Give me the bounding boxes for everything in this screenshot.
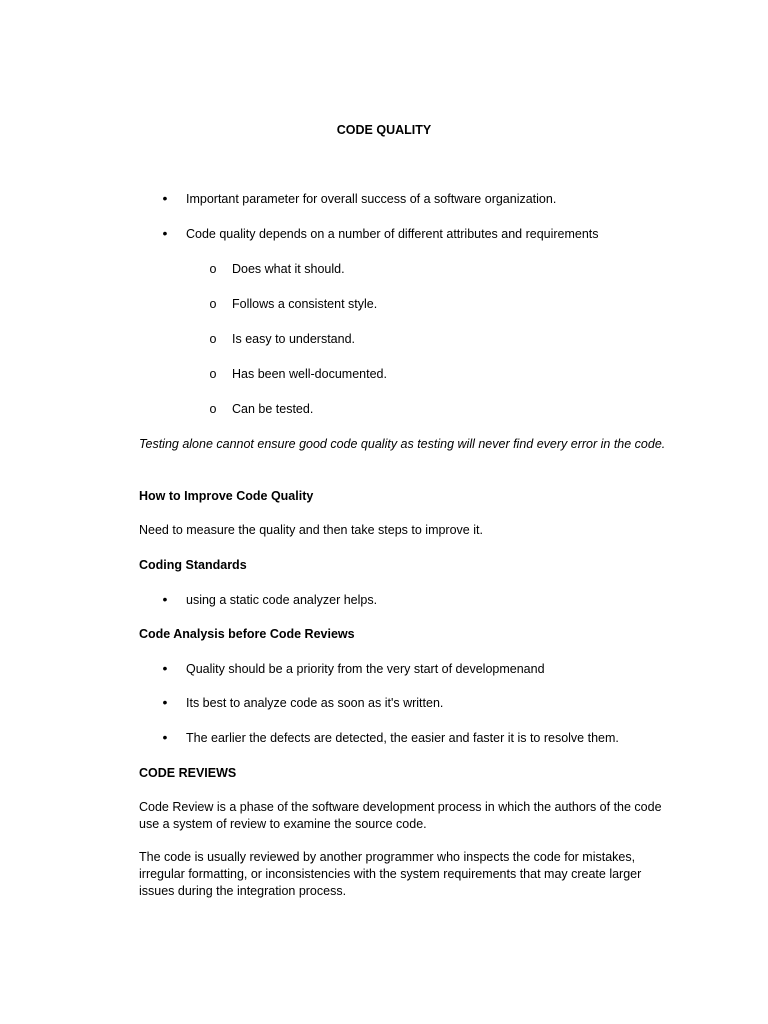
bullet-icon: •: [162, 729, 168, 745]
analysis-heading: Code Analysis before Code Reviews: [139, 627, 355, 641]
bullet-icon: •: [162, 190, 168, 206]
page-title: CODE QUALITY: [336, 123, 432, 137]
bullet-item: Important parameter for overall success of a software organization.: [186, 192, 557, 206]
bullet-icon: •: [162, 591, 168, 607]
sub-bullet-icon: o: [209, 297, 217, 311]
reviews-paragraph: Code Review is a phase of the software development process in which the authors of the code use a system of review to examine the source code.: [139, 800, 662, 831]
bullet-icon: •: [162, 660, 168, 676]
bullet-icon: •: [162, 694, 168, 710]
standards-heading: Coding Standards: [139, 558, 247, 572]
bullet-item: Code quality depends on a number of different attributes and requirements: [186, 227, 599, 241]
sub-bullet-icon: o: [209, 332, 217, 346]
sub-bullet-icon: o: [209, 402, 217, 416]
sub-bullet-item: Follows a consistent style.: [232, 297, 378, 311]
reviews-heading: CODE REVIEWS: [139, 766, 237, 780]
bullet-icon: •: [162, 225, 168, 241]
sub-bullet-icon: o: [209, 367, 217, 381]
reviews-paragraph: The code is usually reviewed by another programmer who inspects the code for mistakes, irregular formatting, or inconsistencies with the system requirements that may create larger issues during the integration process.: [139, 850, 642, 898]
sub-bullet-item: Has been well-documented.: [232, 367, 387, 381]
sub-bullet-item: Does what it should.: [232, 262, 345, 276]
bullet-item: The earlier the defects are detected, the easier and faster it is to resolve them.: [186, 731, 619, 745]
bullet-item: using a static code analyzer helps.: [186, 593, 378, 607]
sub-bullet-item: Can be tested.: [232, 402, 314, 416]
improve-heading: How to Improve Code Quality: [139, 489, 314, 503]
sub-bullet-item: Is easy to understand.: [232, 332, 355, 346]
improve-text: Need to measure the quality and then take steps to improve it.: [139, 523, 483, 537]
sub-bullet-icon: o: [209, 262, 217, 276]
bullet-item: Its best to analyze code as soon as it's written.: [186, 696, 444, 710]
bullet-item: Quality should be a priority from the very start of developmenand: [186, 662, 545, 676]
testing-note: Testing alone cannot ensure good code quality as testing will never find every error in the code.: [139, 437, 666, 451]
